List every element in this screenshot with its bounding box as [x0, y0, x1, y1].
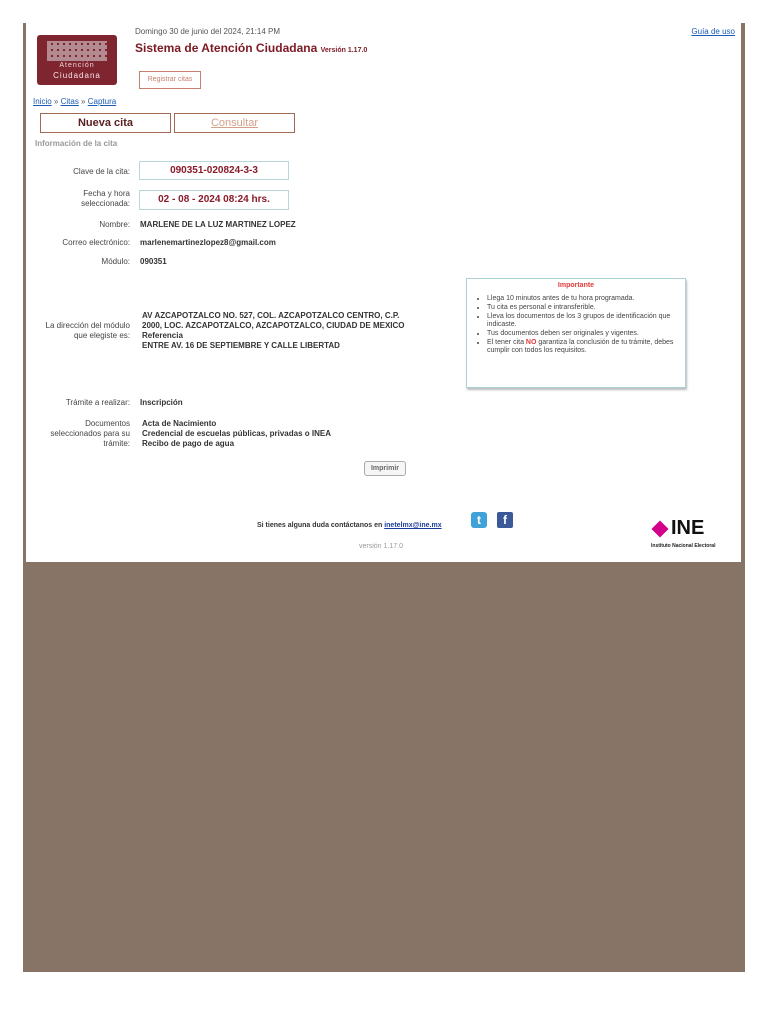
- docs-label-line2: seleccionados para su: [50, 429, 130, 438]
- importante-notice: [466, 278, 686, 388]
- current-date: Domingo 30 de junio del 2024, 21:14 PM: [135, 27, 280, 36]
- importante-item5-pre: El tener cita: [487, 339, 526, 346]
- logo-line-1: Atención: [59, 62, 95, 69]
- page-frame: [23, 23, 745, 972]
- logo-grid-graphic: [47, 41, 107, 61]
- content-panel: [26, 23, 741, 562]
- importante-item5-no: NO: [525, 339, 537, 346]
- docs-label-line3: trámite:: [103, 439, 130, 448]
- modulo-value: 090351: [140, 257, 167, 266]
- direccion-line-1: AV AZCAPOTZALCO NO. 527, COL. AZCAPOTZALCO CENTRO, C.P.: [142, 311, 400, 320]
- modulo-label: Módulo:: [101, 257, 130, 266]
- facebook-icon[interactable]: [497, 512, 513, 528]
- tramite-value: Inscripción: [140, 398, 183, 407]
- fecha-value: 02 - 08 - 2024 08:24 hrs.: [139, 190, 289, 210]
- breadcrumb-separator: »: [51, 97, 61, 106]
- tab-consultar[interactable]: Consultar: [174, 113, 295, 133]
- system-title: Sistema de Atención Ciudadana: [135, 41, 318, 55]
- facebook-glyph: f: [503, 513, 507, 527]
- breadcrumb-citas[interactable]: Citas: [60, 97, 79, 106]
- section-title: Información de la cita: [35, 139, 118, 148]
- direccion-label-line2: que elegiste es:: [73, 331, 130, 340]
- logo-line-2: Ciudadana: [53, 71, 101, 80]
- direccion-line-2: 2000, LOC. AZCAPOTZALCO, AZCAPOTZALCO, CIUDAD DE MEXICO: [142, 321, 405, 330]
- correo-value: marlenemartinezlopez8@gmail.com: [140, 238, 276, 247]
- breadcrumb-separator: »: [78, 97, 88, 106]
- page-title: [135, 41, 367, 55]
- ine-logo-text: INE: [671, 517, 705, 539]
- atencion-ciudadana-logo[interactable]: [37, 35, 117, 85]
- contact-text: [257, 522, 442, 529]
- ine-logo-subtitle: Instituto Nacional Electoral: [651, 543, 716, 549]
- contact-email-link[interactable]: inetelmx@ine.mx: [384, 522, 442, 529]
- importante-item: [487, 339, 685, 355]
- correo-label: Correo electrónico:: [62, 238, 130, 247]
- tab-nueva-cita[interactable]: Nueva cita: [40, 113, 171, 133]
- importante-item: • Tus documentos deben ser originales y vigentes.: [487, 330, 685, 338]
- twitter-icon[interactable]: [471, 512, 487, 528]
- breadcrumb: [33, 97, 116, 106]
- tramite-label: Trámite a realizar:: [65, 398, 130, 407]
- direccion-line-3: Referencia: [142, 331, 183, 340]
- ine-diamond-icon: [652, 521, 669, 538]
- breadcrumb-captura[interactable]: Captura: [87, 97, 117, 106]
- version-tag: Versión 1.17.0: [320, 47, 368, 54]
- register-citas-button[interactable]: Registrar citas: [139, 71, 201, 89]
- clave-value: 090351-020824-3-3: [139, 161, 289, 180]
- document-item: Recibo de pago de agua: [142, 439, 235, 448]
- importante-list: [467, 295, 685, 355]
- importante-item: • Lleva los documentos de los 3 grupos de identificación que indicaste.: [487, 313, 685, 329]
- nombre-label: Nombre:: [99, 220, 130, 229]
- document-item: Credencial de escuelas públicas, privadas o INEA: [142, 429, 331, 438]
- clave-label: Clave de la cita:: [73, 167, 130, 176]
- nombre-value: MARLENE DE LA LUZ MARTINEZ LOPEZ: [140, 220, 296, 229]
- contact-prefix: Si tienes alguna duda contáctanos en: [257, 522, 385, 529]
- importante-item5-post: garantiza la conclusión de tu trámite, debes cumplir con todos los requisitos.: [487, 339, 674, 354]
- document-item: Acta de Nacimiento: [142, 419, 217, 428]
- importante-item: • Tu cita es personal e intransferible.: [487, 304, 685, 312]
- importante-title: Importante: [557, 282, 595, 289]
- twitter-glyph: t: [477, 513, 481, 527]
- guide-link[interactable]: Guía de uso: [691, 27, 735, 36]
- breadcrumb-inicio[interactable]: Inicio: [33, 97, 52, 106]
- footer-version: versión 1.17.0: [359, 543, 403, 550]
- fecha-label-line1: Fecha y hora: [83, 189, 130, 198]
- importante-item: • Llega 10 minutos antes de tu hora programada.: [487, 295, 685, 303]
- direccion-label-line1: La dirección del módulo: [45, 321, 130, 330]
- fecha-label-line2: seleccionada:: [81, 199, 130, 208]
- direccion-line-4: ENTRE AV. 16 DE SEPTIEMBRE Y CALLE LIBERTAD: [142, 341, 340, 350]
- print-button[interactable]: Imprimir: [364, 461, 406, 476]
- docs-label-line1: Documentos: [85, 419, 130, 428]
